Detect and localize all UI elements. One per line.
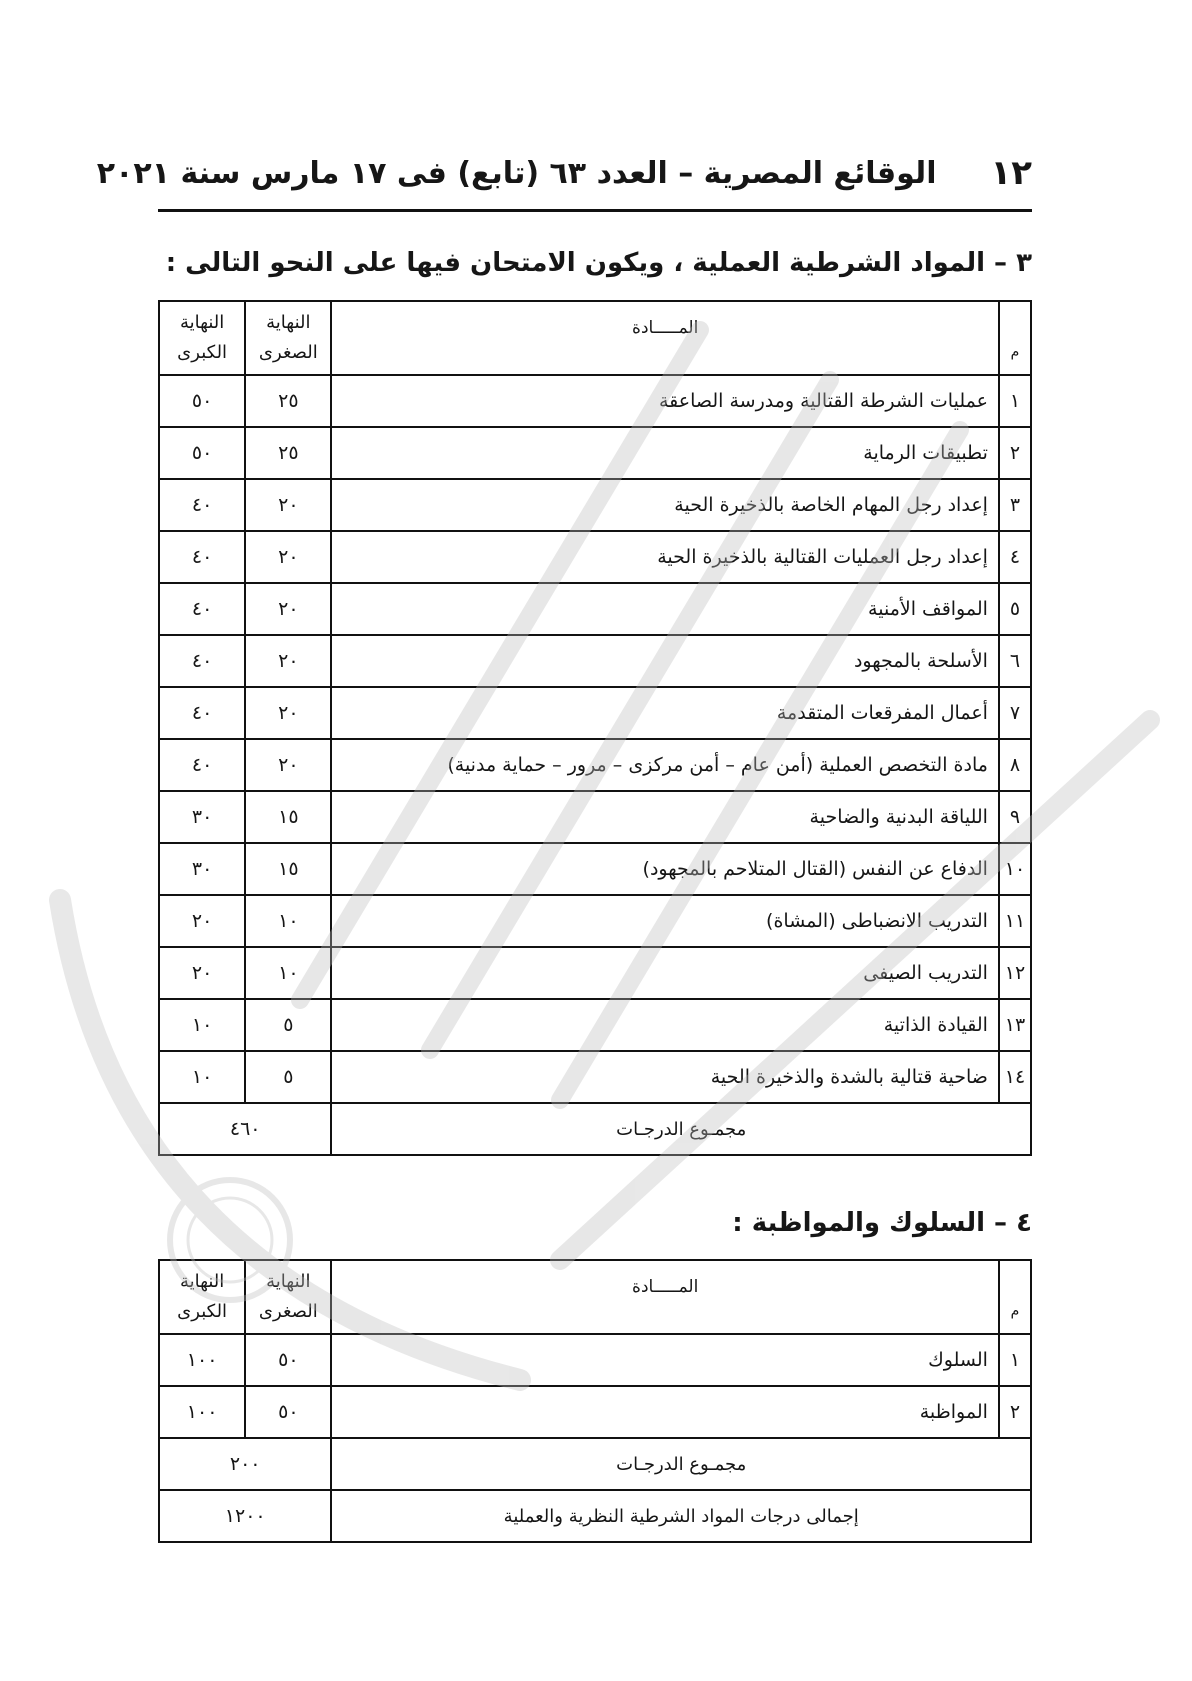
min-grade: ٥ <box>245 1051 331 1103</box>
table-row <box>159 687 1031 739</box>
table-row <box>159 947 1031 999</box>
subject-name: تطبيقات الرماية <box>331 427 999 479</box>
total-label: مجمـوع الدرجـات <box>331 1438 1031 1490</box>
row-number: ٣ <box>999 479 1031 531</box>
row-number: ٢ <box>999 427 1031 479</box>
subject-name: ضاحية قتالية بالشدة والذخيرة الحية <box>331 1051 999 1103</box>
page-header <box>96 148 1032 198</box>
column-header-min: النهاية الصغرى <box>245 301 331 375</box>
row-number: ٦ <box>999 635 1031 687</box>
min-grade: ٢٠ <box>245 531 331 583</box>
subject-name: عمليات الشرطة القتالية ومدرسة الصاعقة <box>331 375 999 427</box>
min-grade: ١٠ <box>245 947 331 999</box>
min-grade: ١٥ <box>245 791 331 843</box>
max-grade: ٥٠ <box>159 375 245 427</box>
max-grade: ٤٠ <box>159 687 245 739</box>
subject-name: إعداد رجل العمليات القتالية بالذخيرة الحية <box>331 531 999 583</box>
max-grade: ٢٠ <box>159 947 245 999</box>
total-row <box>159 1103 1031 1155</box>
grand-total-row <box>159 1490 1031 1542</box>
column-header-max: النهاية الكبرى <box>159 301 245 375</box>
subject-name: اللياقة البدنية والضاحية <box>331 791 999 843</box>
max-grade: ٥٠ <box>159 427 245 479</box>
max-grade: ٤٠ <box>159 739 245 791</box>
min-grade: ٢٥ <box>245 427 331 479</box>
gazette-title: الوقائع المصرية – العدد ٦٣ (تابع) فى ١٧ مارس سنة ٢٠٢١ <box>96 155 937 191</box>
subject-name: المواقف الأمنية <box>331 583 999 635</box>
min-grade: ٢٠ <box>245 687 331 739</box>
table-row <box>159 791 1031 843</box>
column-header-subject: المـــــادة <box>331 1260 999 1334</box>
subject-name: أعمال المفرقعات المتقدمة <box>331 687 999 739</box>
row-number: ١ <box>999 1334 1031 1386</box>
max-grade: ٢٠ <box>159 895 245 947</box>
column-header-no: م <box>999 1260 1031 1334</box>
row-number: ٨ <box>999 739 1031 791</box>
table-header-row <box>159 301 1031 375</box>
row-number: ١٠ <box>999 843 1031 895</box>
row-number: ٢ <box>999 1386 1031 1438</box>
column-header-max: النهاية الكبرى <box>159 1260 245 1334</box>
min-grade: ٢٠ <box>245 479 331 531</box>
max-grade: ١٠ <box>159 1051 245 1103</box>
section-4-heading: ٤ – السلوك والمواظبة : <box>732 1208 1032 1238</box>
row-number: ٤ <box>999 531 1031 583</box>
conduct-attendance-table <box>158 1259 1032 1543</box>
subject-name: المواظبة <box>331 1386 999 1438</box>
row-number: ١١ <box>999 895 1031 947</box>
max-grade: ١٠ <box>159 999 245 1051</box>
grand-total-value: ١٢٠٠ <box>159 1490 331 1542</box>
row-number: ١٣ <box>999 999 1031 1051</box>
min-grade: ١٠ <box>245 895 331 947</box>
subject-name: السلوك <box>331 1334 999 1386</box>
subject-name: القيادة الذاتية <box>331 999 999 1051</box>
table-row <box>159 375 1031 427</box>
page-number: ١٢ <box>990 153 1032 193</box>
table-row <box>159 739 1031 791</box>
table-row <box>159 999 1031 1051</box>
column-header-subject: المـــــادة <box>331 301 999 375</box>
section-3-heading: ٣ – المواد الشرطية العملية ، ويكون الامتحان فيها على النحو التالى : <box>165 248 1032 278</box>
column-header-no: م <box>999 301 1031 375</box>
table-row <box>159 531 1031 583</box>
min-grade: ٢٠ <box>245 739 331 791</box>
table-row <box>159 635 1031 687</box>
max-grade: ٤٠ <box>159 479 245 531</box>
max-grade: ١٠٠ <box>159 1386 245 1438</box>
max-grade: ٣٠ <box>159 791 245 843</box>
min-grade: ٥ <box>245 999 331 1051</box>
table-row <box>159 1334 1031 1386</box>
subject-name: التدريب الصيفى <box>331 947 999 999</box>
total-value: ٢٠٠ <box>159 1438 331 1490</box>
min-grade: ١٥ <box>245 843 331 895</box>
min-grade: ٢٥ <box>245 375 331 427</box>
total-value: ٤٦٠ <box>159 1103 331 1155</box>
max-grade: ٤٠ <box>159 531 245 583</box>
min-grade: ٢٠ <box>245 635 331 687</box>
table-row <box>159 427 1031 479</box>
total-label: مجمـوع الدرجـات <box>331 1103 1031 1155</box>
row-number: ١٤ <box>999 1051 1031 1103</box>
table-row <box>159 479 1031 531</box>
max-grade: ١٠٠ <box>159 1334 245 1386</box>
grand-total-label: إجمالى درجات المواد الشرطية النظرية والعملية <box>331 1490 1031 1542</box>
table-row <box>159 895 1031 947</box>
max-grade: ٣٠ <box>159 843 245 895</box>
table-row <box>159 1051 1031 1103</box>
row-number: ٧ <box>999 687 1031 739</box>
table-row <box>159 1386 1031 1438</box>
practical-subjects-table <box>158 300 1032 1156</box>
subject-name: الأسلحة بالمجهود <box>331 635 999 687</box>
table-header-row <box>159 1260 1031 1334</box>
row-number: ٥ <box>999 583 1031 635</box>
subject-name: إعداد رجل المهام الخاصة بالذخيرة الحية <box>331 479 999 531</box>
max-grade: ٤٠ <box>159 635 245 687</box>
row-number: ١ <box>999 375 1031 427</box>
max-grade: ٤٠ <box>159 583 245 635</box>
total-row <box>159 1438 1031 1490</box>
table-row <box>159 843 1031 895</box>
column-header-min: النهاية الصغرى <box>245 1260 331 1334</box>
subject-name: مادة التخصص العملية (أمن عام – أمن مركزى – مرور – حماية مدنية) <box>331 739 999 791</box>
row-number: ١٢ <box>999 947 1031 999</box>
header-divider <box>158 209 1032 212</box>
subject-name: التدريب الانضباطى (المشاة) <box>331 895 999 947</box>
min-grade: ٥٠ <box>245 1334 331 1386</box>
subject-name: الدفاع عن النفس (القتال المتلاحم بالمجهود) <box>331 843 999 895</box>
table-row <box>159 583 1031 635</box>
min-grade: ٢٠ <box>245 583 331 635</box>
row-number: ٩ <box>999 791 1031 843</box>
min-grade: ٥٠ <box>245 1386 331 1438</box>
